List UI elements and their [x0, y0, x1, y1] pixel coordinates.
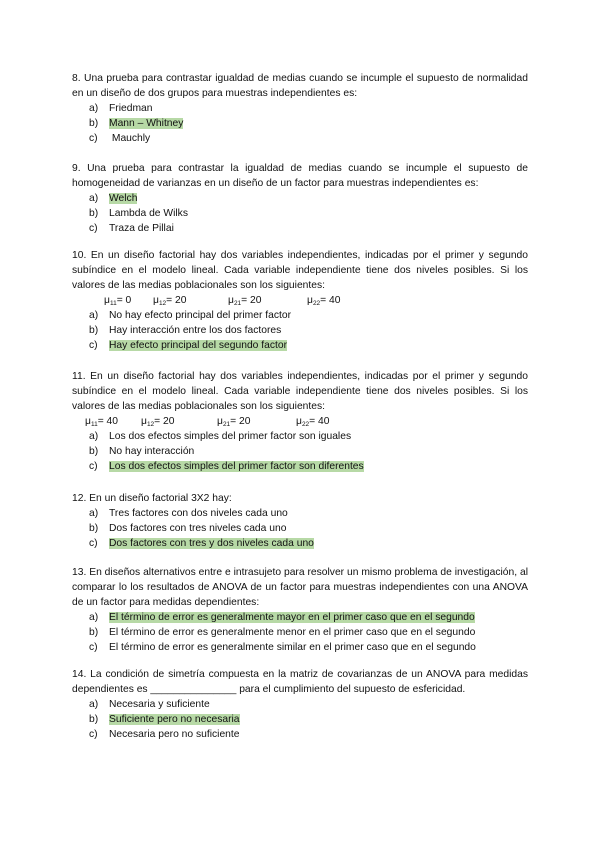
option-c[interactable]: c) El término de error es generalmente similar en el primer caso que en el segundo [89, 642, 476, 653]
option-list [72, 610, 528, 655]
question-12 [72, 491, 528, 551]
option-b[interactable]: b) Hay interacción entre los dos factores [89, 325, 282, 336]
option-b[interactable]: b) Dos factores con tres niveles cada uno [89, 523, 287, 534]
question-9 [72, 161, 528, 236]
option-a-correct[interactable]: a) Welch [89, 193, 138, 204]
question-10 [72, 248, 528, 353]
question-stem: 9. Una prueba para contrastar la igualdad de medias cuando se incumple el supuesto de homogeneidad de varianzas en un diseño de un factor para muestras independientes es: [72, 163, 528, 189]
option-b[interactable]: b) Lambda de Wilks [89, 208, 188, 219]
option-list [72, 308, 528, 353]
option-b[interactable]: b) No hay interacción [89, 446, 195, 457]
option-c-correct[interactable]: c) Hay efecto principal del segundo factor [89, 340, 288, 351]
answer-highlight: Suficiente pero no necesaria [109, 714, 240, 725]
option-list [72, 697, 528, 742]
population-means [72, 414, 528, 429]
option-a[interactable]: a) Tres factores con dos niveles cada uno [89, 508, 288, 519]
option-list [72, 191, 528, 236]
answer-highlight: El término de error es generalmente mayor en el primer caso que en el segundo [109, 612, 475, 623]
option-c[interactable]: c) Mauchly [89, 133, 151, 144]
question-11 [72, 369, 528, 474]
question-stem: 8. Una prueba para contrastar igualdad de medias cuando se incumple el supuesto de normalidad en un diseño de dos grupos para muestras independientes es: [72, 73, 528, 99]
option-c-correct[interactable]: c) Los dos efectos simples del primer factor son diferentes [89, 461, 364, 472]
option-list [72, 506, 528, 551]
option-list [72, 101, 528, 146]
answer-highlight: Los dos efectos simples del primer factor son diferentes [109, 461, 364, 472]
option-a[interactable]: a) Necesaria y suficiente [89, 699, 210, 710]
question-stem: 14. La condición de simetría compuesta en la matriz de covarianzas de un ANOVA para medidas dependientes es _______________ para el cumplimiento del supuesto de esfericidad. [72, 669, 528, 695]
option-b-correct[interactable]: b) Suficiente pero no necesaria [89, 714, 240, 725]
option-a[interactable]: a) Los dos efectos simples del primer factor son iguales [89, 431, 352, 442]
answer-highlight: Welch [109, 193, 138, 204]
answer-highlight: Mann – Whitney [109, 118, 184, 129]
option-c-correct[interactable]: c) Dos factores con tres y dos niveles cada uno [89, 538, 314, 549]
option-a[interactable]: a) Friedman [89, 103, 153, 114]
mean-mu-21: $\mu_{21}= 20$ [217, 416, 251, 428]
question-stem: 13. En diseños alternativos entre e intrasujeto para resolver un mismo problema de investigación, al comparar lo los resultados de ANOVA de un factor para muestras independientes con una ANOVA de un factor para medidas dependientes: [72, 567, 528, 608]
question-13 [72, 565, 528, 655]
question-stem: 11. En un diseño factorial hay dos variables independientes, indicadas por el primer y segundo subíndice en el modelo lineal. Cada variable independiente tiene dos niveles posibles. Si los valores de las medias poblacionales son los siguientes: [72, 371, 528, 412]
answer-highlight: Dos factores con tres y dos niveles cada uno [109, 538, 314, 549]
question-8 [72, 71, 528, 146]
mean-mu-21: $\mu_{21}= 20$ [228, 295, 262, 307]
option-list [72, 429, 528, 474]
mean-mu-22: $\mu_{22}= 40$ [296, 416, 330, 428]
mean-mu-11: $\mu_{11}= 0$ [104, 295, 132, 307]
mean-mu-11: $\mu_{11}= 40$ [85, 416, 119, 428]
mean-mu-12: $\mu_{12}= 20$ [141, 416, 175, 428]
option-c[interactable]: c) Traza de Pillai [89, 223, 174, 234]
population-means [72, 293, 528, 308]
answer-highlight: Hay efecto principal del segundo factor [109, 340, 288, 351]
option-c[interactable]: c) Necesaria pero no suficiente [89, 729, 240, 740]
question-stem: 10. En un diseño factorial hay dos variables independientes, indicadas por el primer y segundo subíndice en el modelo lineal. Cada variable independiente tiene dos niveles posibles. Si los valores de las medias poblacionales son los siguientes: [72, 250, 528, 291]
question-14 [72, 667, 528, 742]
mean-mu-12: $\mu_{12}= 20$ [153, 295, 187, 307]
option-a[interactable]: a) No hay efecto principal del primer factor [89, 310, 291, 321]
question-stem: 12. En un diseño factorial 3X2 hay: [72, 493, 232, 504]
mean-mu-22: $\mu_{22}= 40$ [307, 295, 341, 307]
option-b[interactable]: b) El término de error es generalmente menor en el primer caso que en el segundo [89, 627, 476, 638]
option-b-correct[interactable]: b) Mann – Whitney [89, 118, 184, 129]
option-a-correct[interactable]: a) El término de error es generalmente mayor en el primer caso que en el segundo [89, 612, 475, 623]
